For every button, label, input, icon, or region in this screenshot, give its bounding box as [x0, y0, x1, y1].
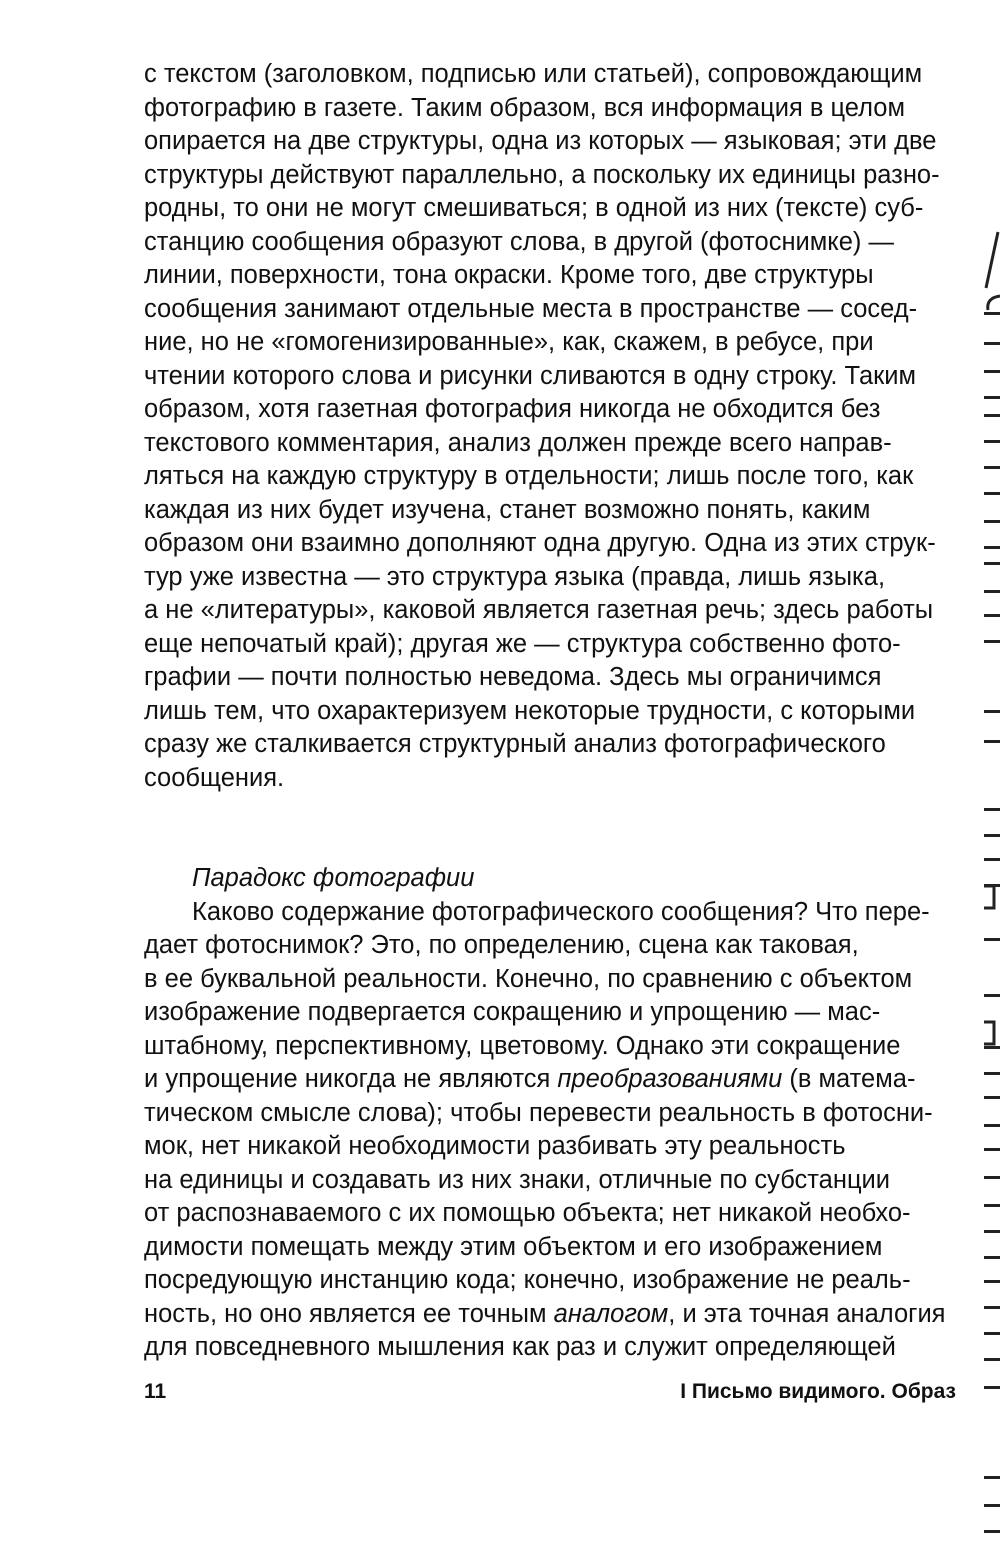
text-run: , и эта точная аналогия	[668, 1299, 946, 1328]
edge-mark	[984, 396, 1000, 399]
text-line: еще непочатый край); другая же — структура собственно фото-	[144, 629, 901, 658]
edge-bracket-mark	[972, 1020, 1000, 1046]
page-edge-marks	[972, 0, 1000, 1554]
edge-mark	[984, 1072, 1000, 1075]
edge-mark	[984, 1504, 1000, 1507]
edge-mark	[984, 414, 1000, 417]
edge-bracket-mark	[972, 884, 1000, 910]
text-line: лишь тем, что охарактеризуем некоторые трудности, с которыми	[144, 696, 916, 725]
edge-mark	[984, 1280, 1000, 1283]
text-line: на единицы и создавать из них знаки, отличные по субстанции	[144, 1165, 891, 1194]
text-line: сообщения занимают отдельные места в пространстве — сосед-	[144, 294, 918, 323]
edge-mark	[984, 994, 1000, 997]
text-line: изображение подвергается сокращению и упрощению — мас-	[144, 998, 881, 1026]
edge-mark	[984, 590, 1000, 593]
section-spacer	[144, 795, 956, 862]
edge-curve-mark	[972, 228, 1000, 318]
edge-mark	[984, 370, 1000, 373]
page-number: 11	[144, 1380, 167, 1403]
text-line: в ее буквальной реальности. Конечно, по сравнению с объектом	[144, 964, 913, 993]
text-line: тур уже известна — это структура языка (правда, лишь языка,	[144, 562, 886, 591]
edge-mark	[984, 1096, 1000, 1099]
edge-mark	[984, 1256, 1000, 1259]
text-line: для повседневного мышления как раз и служит определяющей	[144, 1333, 896, 1361]
edge-mark	[984, 466, 1000, 469]
edge-mark	[984, 808, 1000, 811]
text-line: тическом смысле слова); чтобы перевести реальность в фотосни-	[144, 1098, 933, 1127]
edge-mark	[984, 1332, 1000, 1335]
edge-mark	[984, 492, 1000, 495]
text-line: линии, поверхности, тона окраски. Кроме того, две структуры	[144, 261, 874, 289]
text-line: с текстом (заголовком, подписью или статьей), сопровождающим	[144, 60, 923, 88]
text-line: посредующую инстанцию кода; конечно, изображение не реаль-	[144, 1266, 911, 1294]
text-line: ние, но не «гомогенизированные», как, скажем, в ребусе, при	[144, 328, 874, 356]
edge-mark	[984, 546, 1000, 549]
edge-mark	[984, 312, 1000, 315]
text-line: димости помещать между этим объектом и его изображением	[144, 1232, 883, 1261]
text-line: текстового комментария, анализ должен прежде всего направ-	[144, 428, 892, 457]
text-line: Каково содержание фотографического сообщения? Что пере-	[192, 897, 930, 926]
paragraph-2	[144, 896, 956, 1365]
edge-mark	[984, 858, 1000, 861]
edge-mark	[984, 1124, 1000, 1127]
edge-mark	[984, 1046, 1000, 1049]
edge-mark	[984, 520, 1000, 523]
text-line: штабному, перспективному, цветовому. Однако эти сокращение	[144, 1031, 901, 1060]
edge-mark	[984, 740, 1000, 743]
running-head: I Письмо видимого. Образ	[680, 1380, 956, 1403]
edge-mark	[984, 614, 1000, 617]
text-line: чтении которого слова и рисунки сливаются в одну строку. Таким	[144, 361, 917, 390]
text-line: мок, нет никакой необходимости разбивать эту реальность	[144, 1132, 846, 1160]
text-line: каждая из них будет изучена, станет возможно понять, каким	[144, 495, 871, 524]
text-run: ность, но оно является ее точным	[144, 1299, 554, 1328]
edge-mark	[984, 1176, 1000, 1179]
text-line: дает фотоснимок? Это, по определению, сцена как таковая,	[144, 931, 859, 959]
text-line: родны, то они не могут смешиваться; в одной из них (тексте) суб-	[144, 194, 924, 222]
text-line	[144, 1063, 956, 1097]
text-line	[144, 1298, 956, 1332]
text-line: сообщения.	[144, 763, 285, 792]
text-line: структуры действуют параллельно, а поскольку их единицы разно-	[144, 160, 940, 189]
body-text	[144, 58, 956, 1365]
text-line: фотографию в газете. Таким образом, вся информация в целом	[144, 93, 906, 122]
text-line: станцию сообщения образуют слова, в другой (фотоснимке) —	[144, 227, 895, 256]
edge-mark	[984, 562, 1000, 565]
edge-mark	[984, 834, 1000, 837]
edge-mark	[984, 1386, 1000, 1389]
text-run: (в матема-	[782, 1065, 916, 1093]
page-footer	[144, 1380, 956, 1414]
edge-mark	[984, 938, 1000, 941]
edge-mark	[984, 1476, 1000, 1479]
emphasis: аналогом	[553, 1299, 669, 1328]
text-line: ляться на каждую структуру в отдельности; лишь после того, как	[144, 462, 914, 490]
section-title: Парадокс фотографии	[192, 864, 475, 892]
edge-mark	[984, 1204, 1000, 1207]
text-line: графии — почти полностью неведома. Здесь мы ограничимся	[144, 663, 882, 691]
text-line: образом они взаимно дополняют одна другую. Одна из этих струк-	[144, 529, 936, 557]
edge-mark	[984, 440, 1000, 443]
text-line: от распознаваемого с их помощью объекта; нет никакой необхо-	[144, 1199, 911, 1227]
text-line: образом, хотя газетная фотография никогда не обходится без	[144, 395, 881, 423]
edge-mark	[984, 1306, 1000, 1309]
text-run: и упрощение никогда не являются	[144, 1065, 558, 1093]
text-line: а не «литературы», каковой является газетная речь; здесь работы	[144, 596, 934, 624]
edge-mark	[984, 1358, 1000, 1361]
edge-mark	[984, 1230, 1000, 1233]
emphasis: преобразованиями	[557, 1065, 783, 1093]
edge-mark	[984, 1530, 1000, 1533]
edge-mark	[984, 640, 1000, 643]
text-line: сразу же сталкивается структурный анализ фотографического	[144, 730, 886, 758]
edge-mark	[984, 342, 1000, 345]
edge-mark	[984, 710, 1000, 713]
text-line: опирается на две структуры, одна из которых — языковая; эти две	[144, 127, 937, 155]
paragraph-1	[144, 58, 956, 795]
edge-mark	[984, 1148, 1000, 1151]
